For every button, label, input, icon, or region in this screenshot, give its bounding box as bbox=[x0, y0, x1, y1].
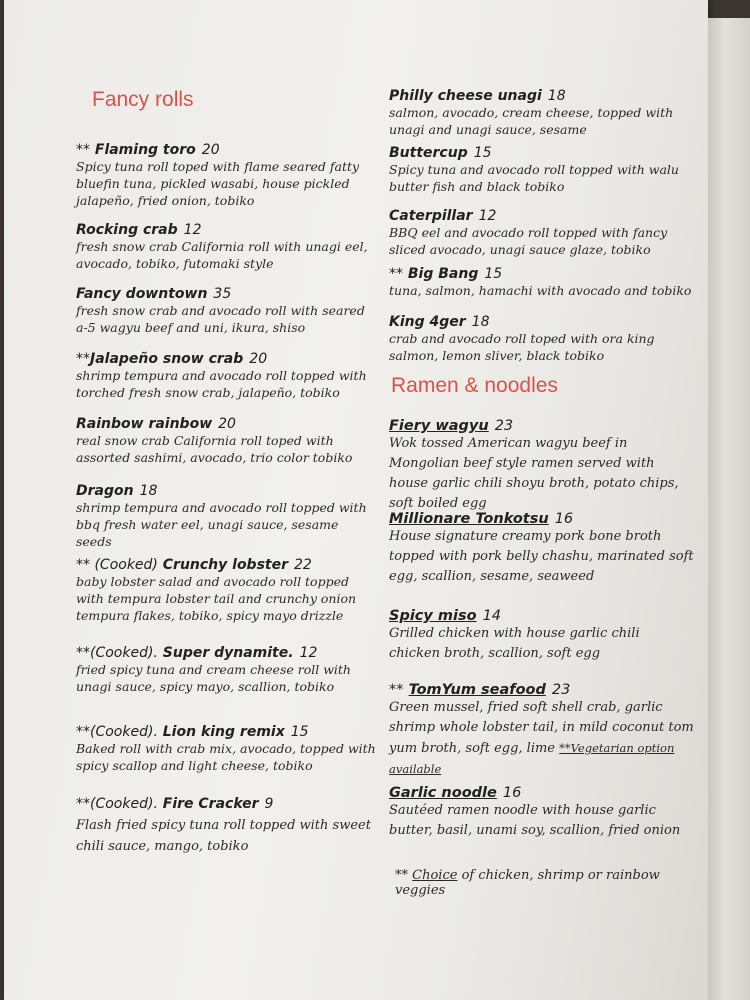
menu-item bbox=[76, 142, 376, 209]
item-prefix: **(Cooked). bbox=[76, 724, 158, 740]
item-name: Spicy miso bbox=[389, 608, 477, 624]
item-price: 14 bbox=[482, 608, 502, 624]
item-price: 16 bbox=[502, 785, 522, 801]
item-description: Sautéed ramen noodle with house garlic butter, basil, unami soy, scallion, fried onion bbox=[389, 803, 681, 838]
menu-item bbox=[389, 208, 694, 258]
item-prefix: ** bbox=[76, 142, 90, 158]
item-heading bbox=[389, 785, 694, 801]
item-price: 18 bbox=[139, 483, 158, 499]
item-heading bbox=[389, 682, 694, 698]
item-prefix: ** (Cooked) bbox=[76, 557, 158, 573]
item-name: Crunchy lobster bbox=[162, 557, 289, 573]
menu-item bbox=[389, 145, 694, 195]
item-price: 35 bbox=[213, 286, 232, 302]
menu-item bbox=[389, 266, 694, 299]
menu-item bbox=[389, 418, 694, 514]
item-description: shrimp tempura and avocado roll topped with bbq fresh water eel, unagi sauce, sesame seeds bbox=[76, 500, 367, 549]
vegetarian-note: **Vegetarian option available bbox=[389, 741, 675, 776]
item-description: Baked roll with crab mix, avocado, topped with spicy scallop and light cheese, tobiko bbox=[76, 741, 376, 773]
item-description: Grilled chicken with house garlic chili chicken broth, scallion, soft egg bbox=[389, 626, 640, 661]
item-name: Fancy downtown bbox=[76, 286, 208, 302]
item-name: Rocking crab bbox=[76, 222, 178, 238]
item-price: 23 bbox=[551, 682, 571, 698]
item-price: 9 bbox=[264, 796, 274, 812]
menu-item bbox=[389, 682, 694, 780]
note-choice: Choice bbox=[412, 868, 458, 883]
menu-item bbox=[76, 557, 376, 624]
item-prefix: ** bbox=[389, 682, 404, 698]
item-heading bbox=[76, 724, 376, 740]
item-description bbox=[389, 698, 694, 780]
item-description: fried spicy tuna and cream cheese roll with unagi sauce, spicy mayo, scallion, tobiko bbox=[76, 662, 351, 694]
item-description: Wok tossed American wagyu beef in Mongolian beef style ramen served with house garlic chili shoyu broth, potato chips, soft boiled egg bbox=[389, 436, 679, 511]
item-price: 16 bbox=[554, 511, 574, 527]
item-heading bbox=[76, 351, 376, 367]
item-description-text: Green mussel, fried soft shell crab, garlic shrimp whole lobster tail, in mild coconut tom yum broth, soft egg, lime bbox=[389, 700, 694, 756]
item-price: 12 bbox=[478, 208, 497, 224]
item-description: fresh snow crab and avocado roll with seared a-5 wagyu beef and uni, ikura, shiso bbox=[76, 303, 365, 335]
item-prefix: **(Cooked). bbox=[76, 796, 158, 812]
item-price: 23 bbox=[494, 418, 514, 434]
item-heading bbox=[76, 416, 376, 432]
item-price: 18 bbox=[471, 314, 490, 330]
item-description: tuna, salmon, hamachi with avocado and tobiko bbox=[389, 283, 692, 298]
item-price: 20 bbox=[218, 416, 236, 432]
item-name: TomYum seafood bbox=[408, 682, 546, 698]
section-title-ramen-noodles: Ramen & noodles bbox=[391, 374, 558, 397]
item-name: Dragon bbox=[76, 483, 134, 499]
item-heading bbox=[76, 557, 376, 573]
item-price: 15 bbox=[473, 145, 492, 161]
item-name: Big Bang bbox=[407, 266, 479, 282]
menu-item bbox=[76, 222, 376, 272]
item-heading bbox=[76, 796, 376, 812]
item-name: Rainbow rainbow bbox=[76, 416, 213, 432]
item-name: Garlic noodle bbox=[389, 785, 497, 801]
item-description: shrimp tempura and avocado roll topped with torched fresh snow crab, jalapeño, tobiko bbox=[76, 368, 367, 400]
menu-item bbox=[76, 645, 376, 695]
item-heading bbox=[76, 222, 376, 238]
item-description: salmon, avocado, cream cheese, topped with unagi and unagi sauce, sesame bbox=[389, 105, 674, 137]
item-price: 12 bbox=[299, 645, 318, 661]
menu-item bbox=[76, 483, 376, 550]
item-price: 20 bbox=[249, 351, 268, 367]
menu-item bbox=[76, 416, 376, 466]
item-name: Millionare Tonkotsu bbox=[389, 511, 549, 527]
note-prefix: ** bbox=[395, 868, 408, 883]
item-heading bbox=[389, 208, 694, 224]
item-description: Spicy tuna roll toped with flame seared fatty bluefin tuna, pickled wasabi, house pickled jalapeño, fried onion, tobiko bbox=[76, 159, 360, 208]
protein-choice-note bbox=[395, 868, 700, 898]
item-name: Super dynamite. bbox=[162, 645, 294, 661]
item-heading bbox=[389, 511, 694, 527]
item-name: Fire Cracker bbox=[162, 796, 259, 812]
item-prefix: **(Cooked). bbox=[76, 645, 158, 661]
item-name: Caterpillar bbox=[389, 208, 473, 224]
item-description: Spicy tuna and avocado roll topped with walu butter fish and black tobiko bbox=[389, 162, 679, 194]
section-title-fancy-rolls: Fancy rolls bbox=[92, 88, 194, 111]
menu-item bbox=[389, 511, 694, 587]
item-price: 22 bbox=[294, 557, 312, 573]
menu-item bbox=[76, 724, 376, 774]
item-name: Jalapeño snow crab bbox=[90, 351, 244, 367]
item-heading bbox=[76, 483, 376, 499]
item-price: 20 bbox=[201, 142, 220, 158]
menu-item bbox=[389, 785, 694, 841]
item-description: baby lobster salad and avocado roll topped with tempura lobster tail and crunchy onion tempura flakes, tobiko, spicy mayo drizzle bbox=[76, 574, 357, 623]
item-price: 15 bbox=[290, 724, 309, 740]
item-price: 12 bbox=[183, 222, 202, 238]
menu-item bbox=[76, 286, 376, 336]
item-name: King 4ger bbox=[389, 314, 466, 330]
item-heading bbox=[76, 142, 376, 158]
menu-item bbox=[389, 88, 694, 138]
item-name: Flaming toro bbox=[94, 142, 196, 158]
menu-item bbox=[76, 796, 376, 857]
menu-item bbox=[389, 608, 694, 664]
item-name: Fiery wagyu bbox=[389, 418, 489, 434]
item-description: House signature creamy pork bone broth topped with pork belly chashu, marinated soft egg, scallion, sesame, seaweed bbox=[389, 529, 694, 584]
item-price: 18 bbox=[547, 88, 566, 104]
item-description: fresh snow crab California roll with unagi eel, avocado, tobiko, futomaki style bbox=[76, 239, 368, 271]
item-prefix: ** bbox=[76, 351, 90, 367]
item-name: Philly cheese unagi bbox=[389, 88, 542, 104]
item-name: Lion king remix bbox=[162, 724, 285, 740]
item-description: BBQ eel and avocado roll topped with fancy sliced avocado, unagi sauce glaze, tobiko bbox=[389, 225, 668, 257]
item-heading bbox=[389, 418, 694, 434]
item-heading bbox=[389, 314, 694, 330]
note-text: of chicken, shrimp or rainbow veggies bbox=[395, 868, 660, 898]
item-price: 15 bbox=[484, 266, 503, 282]
item-heading bbox=[76, 645, 376, 661]
item-heading bbox=[389, 608, 694, 624]
item-description: Flash fried spicy tuna roll topped with sweet chili sauce, mango, tobiko bbox=[76, 818, 371, 854]
item-name: Buttercup bbox=[389, 145, 468, 161]
menu-item bbox=[76, 351, 376, 401]
menu-item bbox=[389, 314, 694, 364]
item-heading bbox=[389, 145, 694, 161]
item-description: crab and avocado roll toped with ora king salmon, lemon sliver, black tobiko bbox=[389, 331, 655, 363]
item-description: real snow crab California roll toped with assorted sashimi, avocado, trio color tobiko bbox=[76, 433, 353, 465]
item-prefix: ** bbox=[389, 266, 403, 282]
next-page-edge bbox=[708, 18, 750, 1000]
item-heading bbox=[389, 266, 694, 282]
item-heading bbox=[76, 286, 376, 302]
item-heading bbox=[389, 88, 694, 104]
